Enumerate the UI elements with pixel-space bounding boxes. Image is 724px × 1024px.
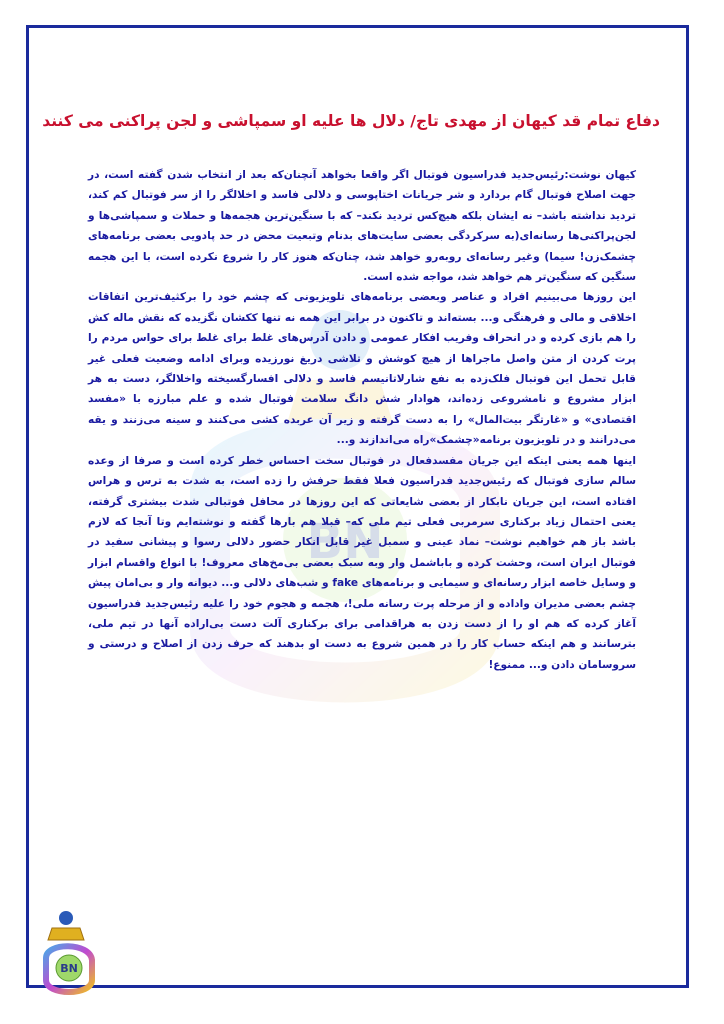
watermark-letters: BN (306, 514, 384, 570)
article-body (88, 165, 636, 675)
logo-letters: BN (60, 962, 78, 975)
article-title: دفاع تمام قد کیهان از مهدی تاج/ دلال ها علیه او سمپاشی و لجن پراکنی می کنند (42, 112, 660, 130)
article-paragraph: کیهان نوشت:رئیس‌جدید فدراسیون فوتبال اگر واقعا بخواهد آنچنان‌که بعد از انتخاب شدن گفته است، در جهت اصلاح فوتبال گام بردارد و شر جریانات اختاپوسی و دلالی فاسد و اخلالگر را از سر فوتبال کم کند، تردید نداشته باشد– نه ایشان بلکه هیچ‌کس تردید نکند– که با سنگین‌ترین هجمه‌ها و حملات و سمپاشی‌ها و لجن‌پراکنی‌ها رسانه‌ای(به سرکردگی بعضی سایت‌های بدنام وتبعیت محض در حد پادویی بعضی برنامه‌های چشمک‌زن! سیما) وغیر رسانه‌ای روبه‌رو خواهد شد، چنان‌که هنوز کار را شروع نکرده است، با این هجمه سنگین که سنگین‌تر هم خواهد شد، مواجه شده است. (88, 169, 636, 284)
article-paragraph: این روزها می‌بینیم افراد و عناصر وبعضی برنامه‌های تلویزیونی که چشم خود را برکثیف‌ترین اتفاقات اخلاقی و مالی و فرهنگی و... بسته‌اند و تاکنون در برابر این همه نه تنها ککشان نگزیده که نقش ماله کش را هم بازی کرده و در انحراف وفریب افکار عمومی و دادن آدرس‌های غلط برای غلط برای حواس مردم را پرت کردن از متن واصل ماجراها از هیچ کوشش و تلاشی دریغ نورزیده وبرای ادامه وضعیت فعلی غیر قابل تحمل این فوتبال فلک‌زده به نفع شارلاتانیسم فاسد و دلالی افسارگسیخته واخلالگر، دست به هر ابزار مشروع و نامشروعی زده‌اند، هوادار شش دانگ سلامت فوتبال شده و علم مبارزه با «مفسد اقتصادی» و «غارتگر بیت‌المال» را به دست گرفته و زیر آن عربده کشی می‌کنند و سینه می‌زنند و یقه می‌درانند و در تلویزیون برنامه«چشمک»راه می‌اندازند و... (88, 291, 636, 447)
bn-logo (34, 908, 104, 998)
article-paragraph: اینها همه یعنی اینکه این جریان مفسدفعال در فوتبال سخت احساس خطر کرده است و صرفا از وعده سالم سازی فوتبال که رئیس‌جدید فدراسیون فعلا فقط حرفش را زده است، به شدت به ترس و هراس افتاده است، این جریان نابکار از بعضی شایعاتی که این روزها در محافل فوتبالی شدت بیشتری گرفته، یعنی احتمال زیاد برکناری سرمربی فعلی تیم ملی که– قبلا هم بارها گفته و نوشته‌ایم وتا آنجا که لازم باشد باز هم خواهیم نوشت– نماد عینی و سمبل غیر قابل انکار حضور دلالی رسوا و پیشانی سفید در فوتبال ایران است، وحشت کرده و باباشمل وار وبه سبک بعضی بی‌مخ‌های معروف! با انواع واقسام ابزار و وسایل خاصه ابزار رسانه‌ای و سیمایی و برنامه‌های fake و شب‌های دلالی و... دیوانه وار و بی‌امان پیش چشم بعضی مدیران وادادە و از مرحله پرت رسانه ملی!، هجمه و هجوم خود را علیه رئیس‌جدید فدراسیون آغاز کرده که هم او را از دست زدن به هراقدامی برای برکناری آلت دست بی‌اراده آنها در تیم ملی، بترسانند و هم اینکه حساب کار را در همین شروع به دست او بدهند که حرف زدن از اصلاح و درستی و سروسامان دادن و... ممنوع! (88, 454, 636, 671)
